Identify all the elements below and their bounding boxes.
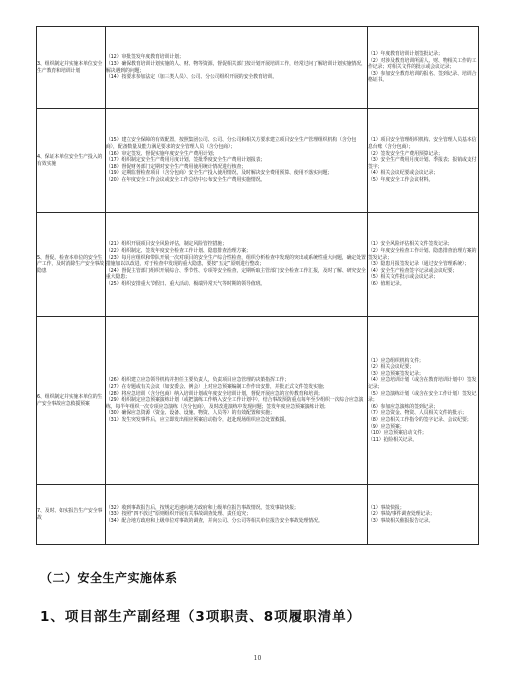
duty-line: （25）组织安排重大节假日、重大活动、极端异常天气等时期的领导值班。 — [105, 280, 266, 287]
record-line: （2）事故/事件调查处理记录； — [367, 511, 435, 518]
record-line: （3）参加安全教育培训的报名、签到记录、培训合格证书。 — [367, 70, 477, 84]
section-heading: （二）安全生产实施体系 — [40, 571, 178, 585]
duty-item-cell: 4、保证本单位安全生产投入的有效实施 — [37, 109, 106, 213]
duty-content-cell — [105, 109, 367, 213]
duty-record-cell — [367, 109, 478, 213]
duty-line: （29）组织制定应急预案演练计划（或把演练工作纳入安全工作计划中），结合事故预防重点每年至少组织一次综合应急演练，每半年组织一次专项应急演练（含分包商），及时改进演练中发现问题；签发年度应急预案演练计划； — [105, 397, 364, 410]
duty-content-cell — [105, 27, 367, 109]
record-line: （7）应急资金、物资、人员相关文件的批示； — [367, 410, 467, 417]
record-line: （8）应急相关工作指令的签字记录、会议纪要； — [367, 416, 472, 423]
table-row — [37, 317, 479, 485]
duty-line: （21）组织开展项目安全风险评估，制定风险管控措施； — [105, 241, 227, 248]
record-line: （2）签发安全生产费用预算记录； — [367, 150, 443, 157]
duties-table-body — [37, 27, 479, 545]
duty-record-cell — [367, 317, 478, 485]
record-line: （3）应急预案签发记录； — [367, 370, 424, 377]
record-line: （2）对涉及教育培训所需人、财、物相关工作的工作记录；对相关文件的批示或会议记录； — [367, 57, 477, 71]
duty-line: （15）建立安全保障的有效配置，按照集团公司、公司、分公司和相关方要求建立项目安全生产管理组织机构（含分包商），配备数量及能力满足要求的安全管理人员（含分包商）； — [105, 137, 357, 151]
record-line: （3）事故相关催报报告记录。 — [367, 517, 434, 524]
duty-line: （20）在年度安全工作会议或安全工作总结中公布安全生产费用实施情况。 — [105, 176, 266, 183]
record-line: （5）应急演练计划（或含在安全工作计划）签发记录； — [367, 390, 477, 404]
record-line: （3）安全生产费用月度计划、季报表；报销或支付签字； — [367, 157, 477, 170]
duties-table — [36, 26, 479, 545]
duty-record-cell — [367, 213, 478, 317]
record-line: （1）项目安全管理组织机构、安全管理人员基本信息台账（含分包商）； — [367, 137, 477, 151]
record-line: （2）年度安全检查工作计划、隐患排查治理方案的签发记录； — [367, 248, 477, 261]
duty-line: （18）督促财务部门定期对安全生产费用使用统计情况进行核查； — [105, 163, 247, 170]
duty-line: （24）督促主管部门组织开展综合、季节性、专项等安全检查，定期听取主管部门安全检查工作汇报，及时了解、研究安全重大隐患； — [105, 267, 366, 281]
record-line: （10）应急预案启动文件； — [367, 430, 427, 437]
duty-line: （22）组织制定、签发年度安全检查工作计划、隐患排查治理方案； — [105, 248, 251, 255]
table-row — [37, 27, 479, 109]
duty-record-cell — [367, 485, 478, 545]
record-line: （1）年度教育培训计划签批记录； — [367, 51, 443, 58]
table-row — [37, 485, 479, 545]
record-line: （6）参加应急演练的签到记录； — [367, 403, 439, 410]
record-line: （4）应急培训计划（或含在教育培训计划中）签发记录； — [367, 377, 477, 391]
table-row — [37, 213, 479, 317]
duty-line: （31）发生突发事件后，应立即发出相应预案启动指令，赶赴现场组织应急处置救援。 — [105, 416, 290, 423]
record-line: （6）值班记录。 — [367, 280, 405, 287]
record-line: （5）相关文件批示或会议记录； — [367, 274, 439, 281]
page-number: 10 — [253, 655, 262, 662]
duty-line: （32）收到事故报告后，按规定迅速向地方政府和上级单位报告事故情况，签发事故快报； — [105, 504, 299, 511]
duty-line: （30）确保应急资源（资金、设备、设施、物资、人员等）的有效配置和实施； — [105, 410, 275, 417]
duty-line: （33）按照“四不放过”原则组织开展有关事故调查处理、责任追究； — [105, 511, 251, 518]
record-line: （2）相关会议纪要； — [367, 364, 415, 371]
duty-line: （26）组织建立应急领导机构并担任主要负责人，负责项目应急管理的决策指挥工作； — [105, 377, 290, 384]
duty-line: （13）确保教育培训计划实施的人、财、物等资源，督促相关部门按计划开展培训工作，经常过问了解培训计划实施情况，解决遇到的问题； — [105, 60, 366, 74]
duty-item-cell: 5、督促、检查本单位的安全生产工作，及时消除生产安全事故隐患 — [37, 213, 106, 317]
record-line: （5）年度安全工作会议材料。 — [367, 176, 434, 183]
record-line: （1）应急组织机构文件； — [367, 357, 424, 364]
duty-line: （34）配合地方政府和上级单位对事故的调查，并向公司、分公司等相关单位报告安全事故处理情况。 — [105, 517, 323, 524]
duty-line: （28）将应急培训（含分包商）纳入培训计划或年度安全培训计划，督促开展应急的宣传教育和培训； — [105, 390, 323, 397]
record-line: （11）抢险相关记录。 — [367, 436, 418, 443]
duty-line: （14）按要求参加法定（加三类人员）、公司、分公司组织开展的安全教育培训。 — [105, 74, 278, 81]
subsection-heading: 1、项目部生产副经理（3项职责、8项履职清单） — [40, 609, 362, 625]
record-line: （1）安全风险评估相关文件签发记录； — [367, 241, 453, 248]
duty-content-cell — [105, 317, 367, 485]
duty-line: （17）组织制定安全生产费用月度计划，签批季度安全生产费用计划报表； — [105, 157, 266, 164]
duty-line: （19）定期监督检查项目（含分包商）安全生产投入使用情况，及时解决安全费用预算、使用不落实问题； — [105, 170, 333, 177]
table-row — [37, 109, 479, 213]
record-line: （4）安全生产检查签字记录或会议纪要； — [367, 267, 458, 274]
duty-line: （23）每月应组织和带队开展一次对项目的安全生产综合性检查，组织分析检查中发现的突出或系统性重大问题，确定处置措施加以以改进，对于检查中发现的重大隐患，要按“五定”原则进行整改； — [105, 254, 366, 268]
duty-line: （27）在专题或有关会议（如安委会、例会）上对应急预案编制工作作出安排，并批正式文件签发实施； — [105, 384, 328, 391]
duty-line: （12）审批签发年度教育培训计划； — [105, 54, 184, 61]
duty-content-cell — [105, 213, 367, 317]
duty-item-cell: 7、及时、如实报告生产安全事故 — [37, 485, 106, 545]
record-line: （4）相关会议纪要或会议记录； — [367, 170, 439, 177]
duty-line: （16）审定签发、督促实施年度安全生产费用计划； — [105, 150, 218, 157]
duty-item-cell: 6、组织制定并实施本单位的生产安全事故应急救援预案 — [37, 317, 106, 485]
record-line: （3）隐患月报签发记录（通过安全管理系统）； — [367, 261, 470, 268]
duty-record-cell — [367, 27, 478, 109]
duty-content-cell — [105, 485, 367, 545]
record-line: （1）事故快报； — [367, 504, 405, 511]
duty-item-cell: 3、组织制定并实施本单位安全生产教育和培训计划 — [37, 27, 106, 109]
record-line: （9）应急预案； — [367, 423, 405, 430]
